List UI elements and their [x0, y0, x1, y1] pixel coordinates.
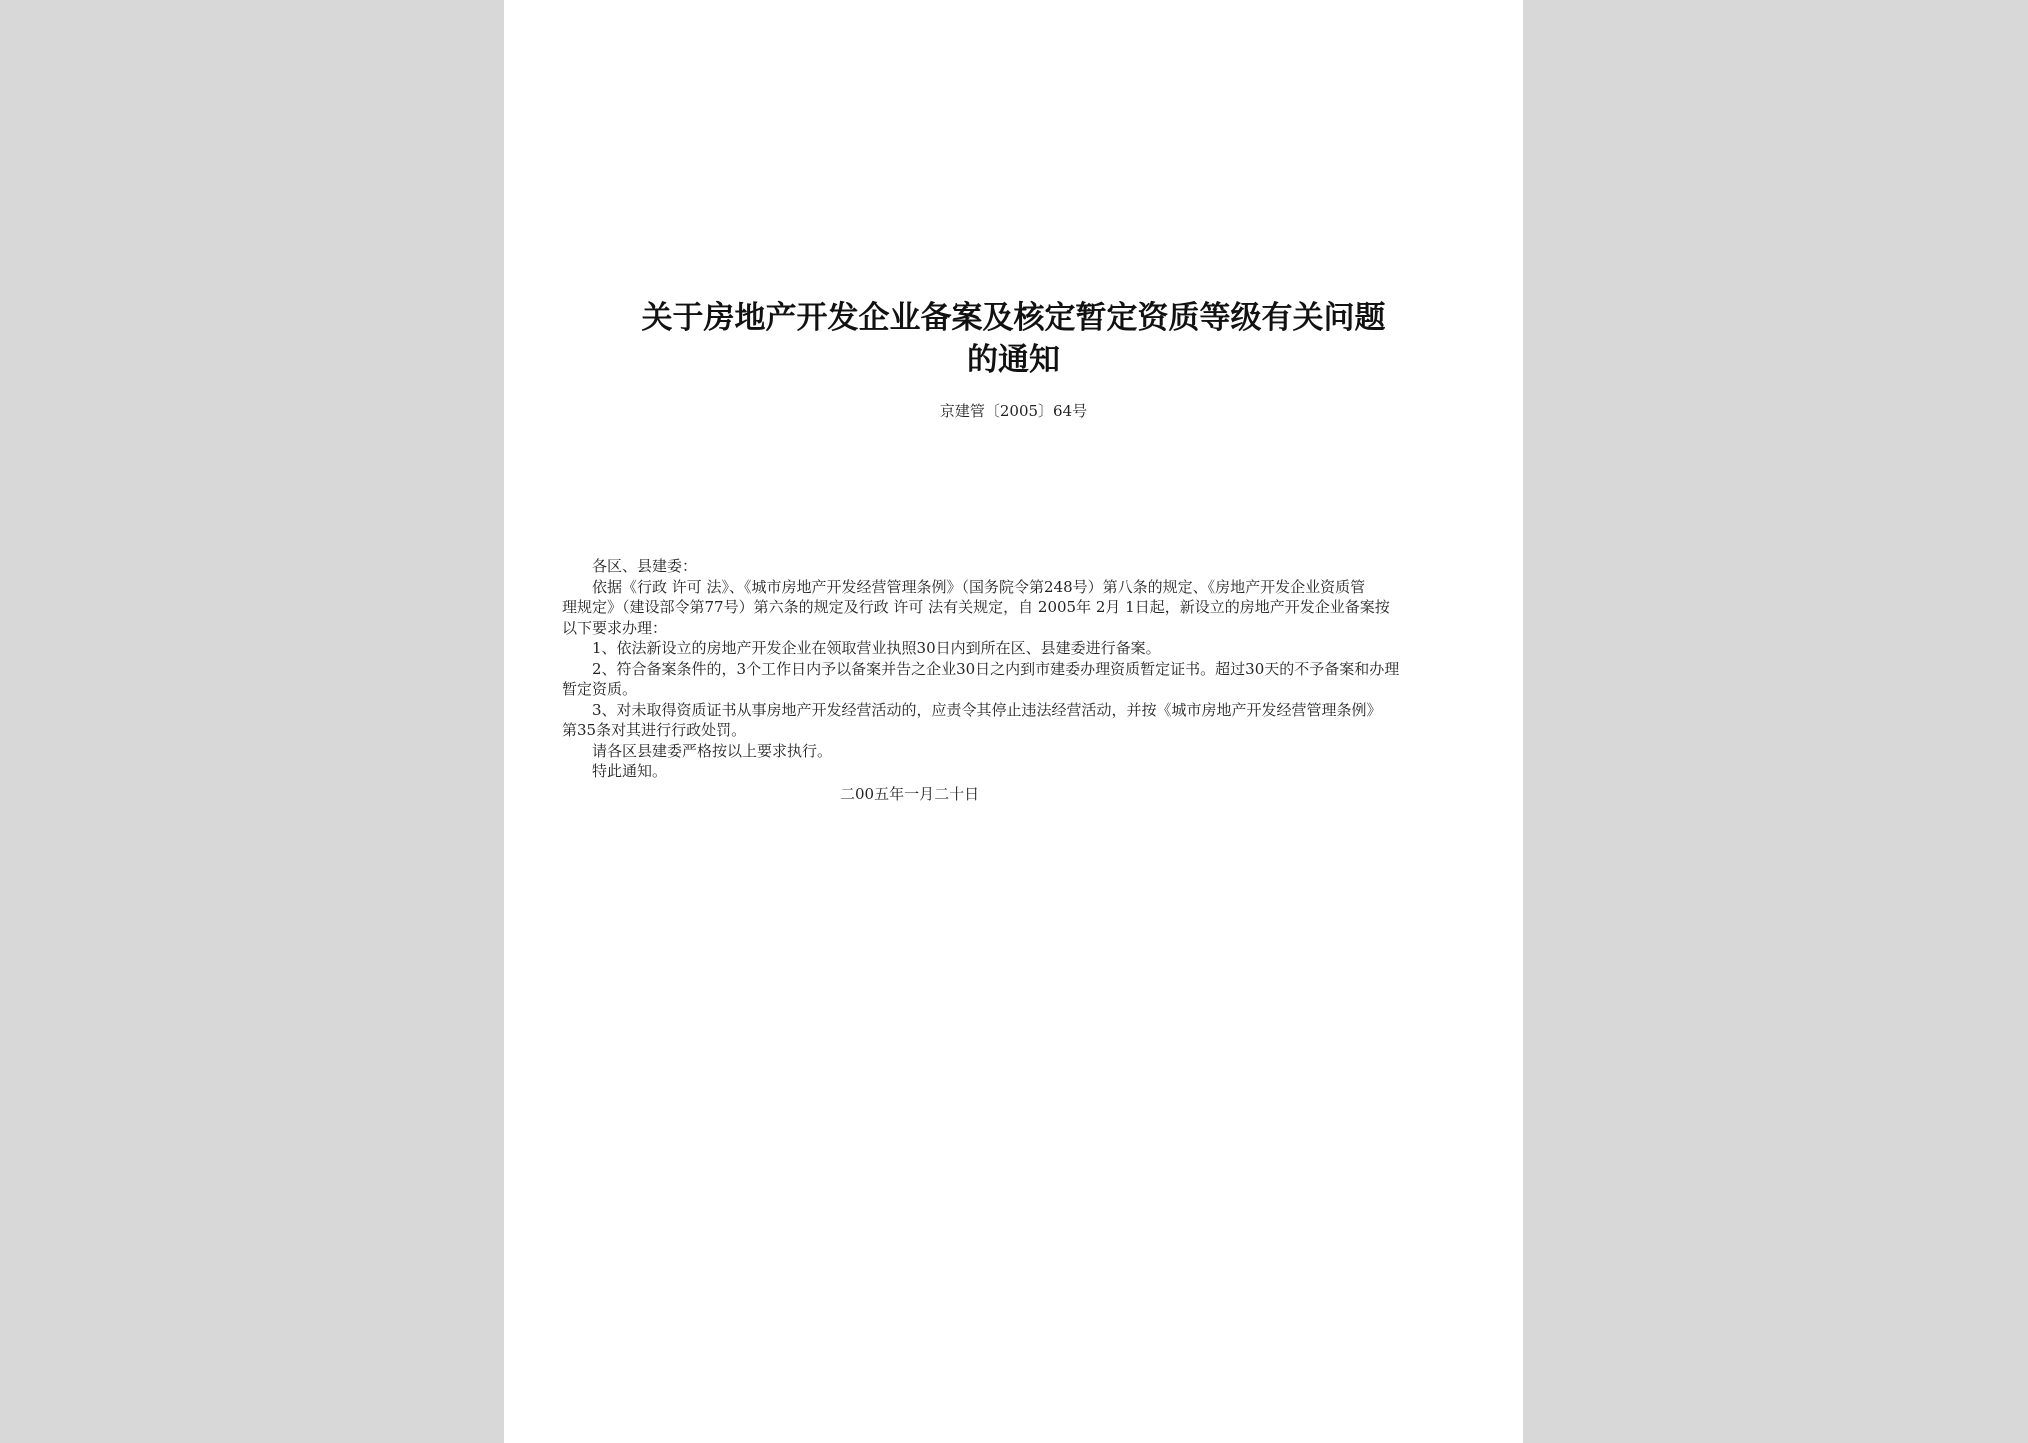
item-3-line-2: 第35条对其进行行政处罚。 — [562, 721, 747, 739]
closing-line: 特此通知。 — [592, 762, 668, 780]
salutation: 各区、县建委： — [592, 557, 698, 575]
document-body — [562, 556, 1472, 782]
document-title-line-2: 的通知 — [967, 342, 1060, 378]
document-date: 二00五年一月二十日 — [840, 785, 980, 803]
paragraph-1-line-1: 依据《行政 许可 法》、《城市房地产开发经营管理条例》（国务院令第248号）第八条的规定、《房地产开发企业资质管 — [592, 577, 1366, 596]
request-line: 请各区县建委严格按以上要求执行。 — [592, 741, 833, 760]
paragraph-1-line-3: 以下要求办理： — [562, 618, 668, 637]
item-2-line-2: 暂定资质。 — [562, 680, 638, 698]
item-2-line-1: 2、符合备案条件的，3个工作日内予以备案并告之企业30日之内到市建委办理资质暂定证书。超过30天的不予备案和办理 — [592, 659, 1400, 678]
item-3-line-1: 3、对未取得资质证书从事房地产开发经营活动的，应责令其停止违法经营活动，并按《城市房地产开发经营管理条例》 — [592, 700, 1382, 719]
paragraph-1-line-2: 理规定》（建设部令第77号）第六条的规定及行政 许可 法有关规定，自 2005年 2月 1日起，新设立的房地产开发企业备案按 — [562, 598, 1390, 616]
document-page — [504, 0, 1523, 1443]
document-number: 京建管〔2005〕64号 — [939, 402, 1088, 420]
item-1: 1、依法新设立的房地产开发企业在领取营业执照30日内到所在区、县建委进行备案。 — [592, 639, 1161, 657]
document-title-line-1: 关于房地产开发企业备案及核定暂定资质等级有关问题 — [641, 300, 1386, 336]
